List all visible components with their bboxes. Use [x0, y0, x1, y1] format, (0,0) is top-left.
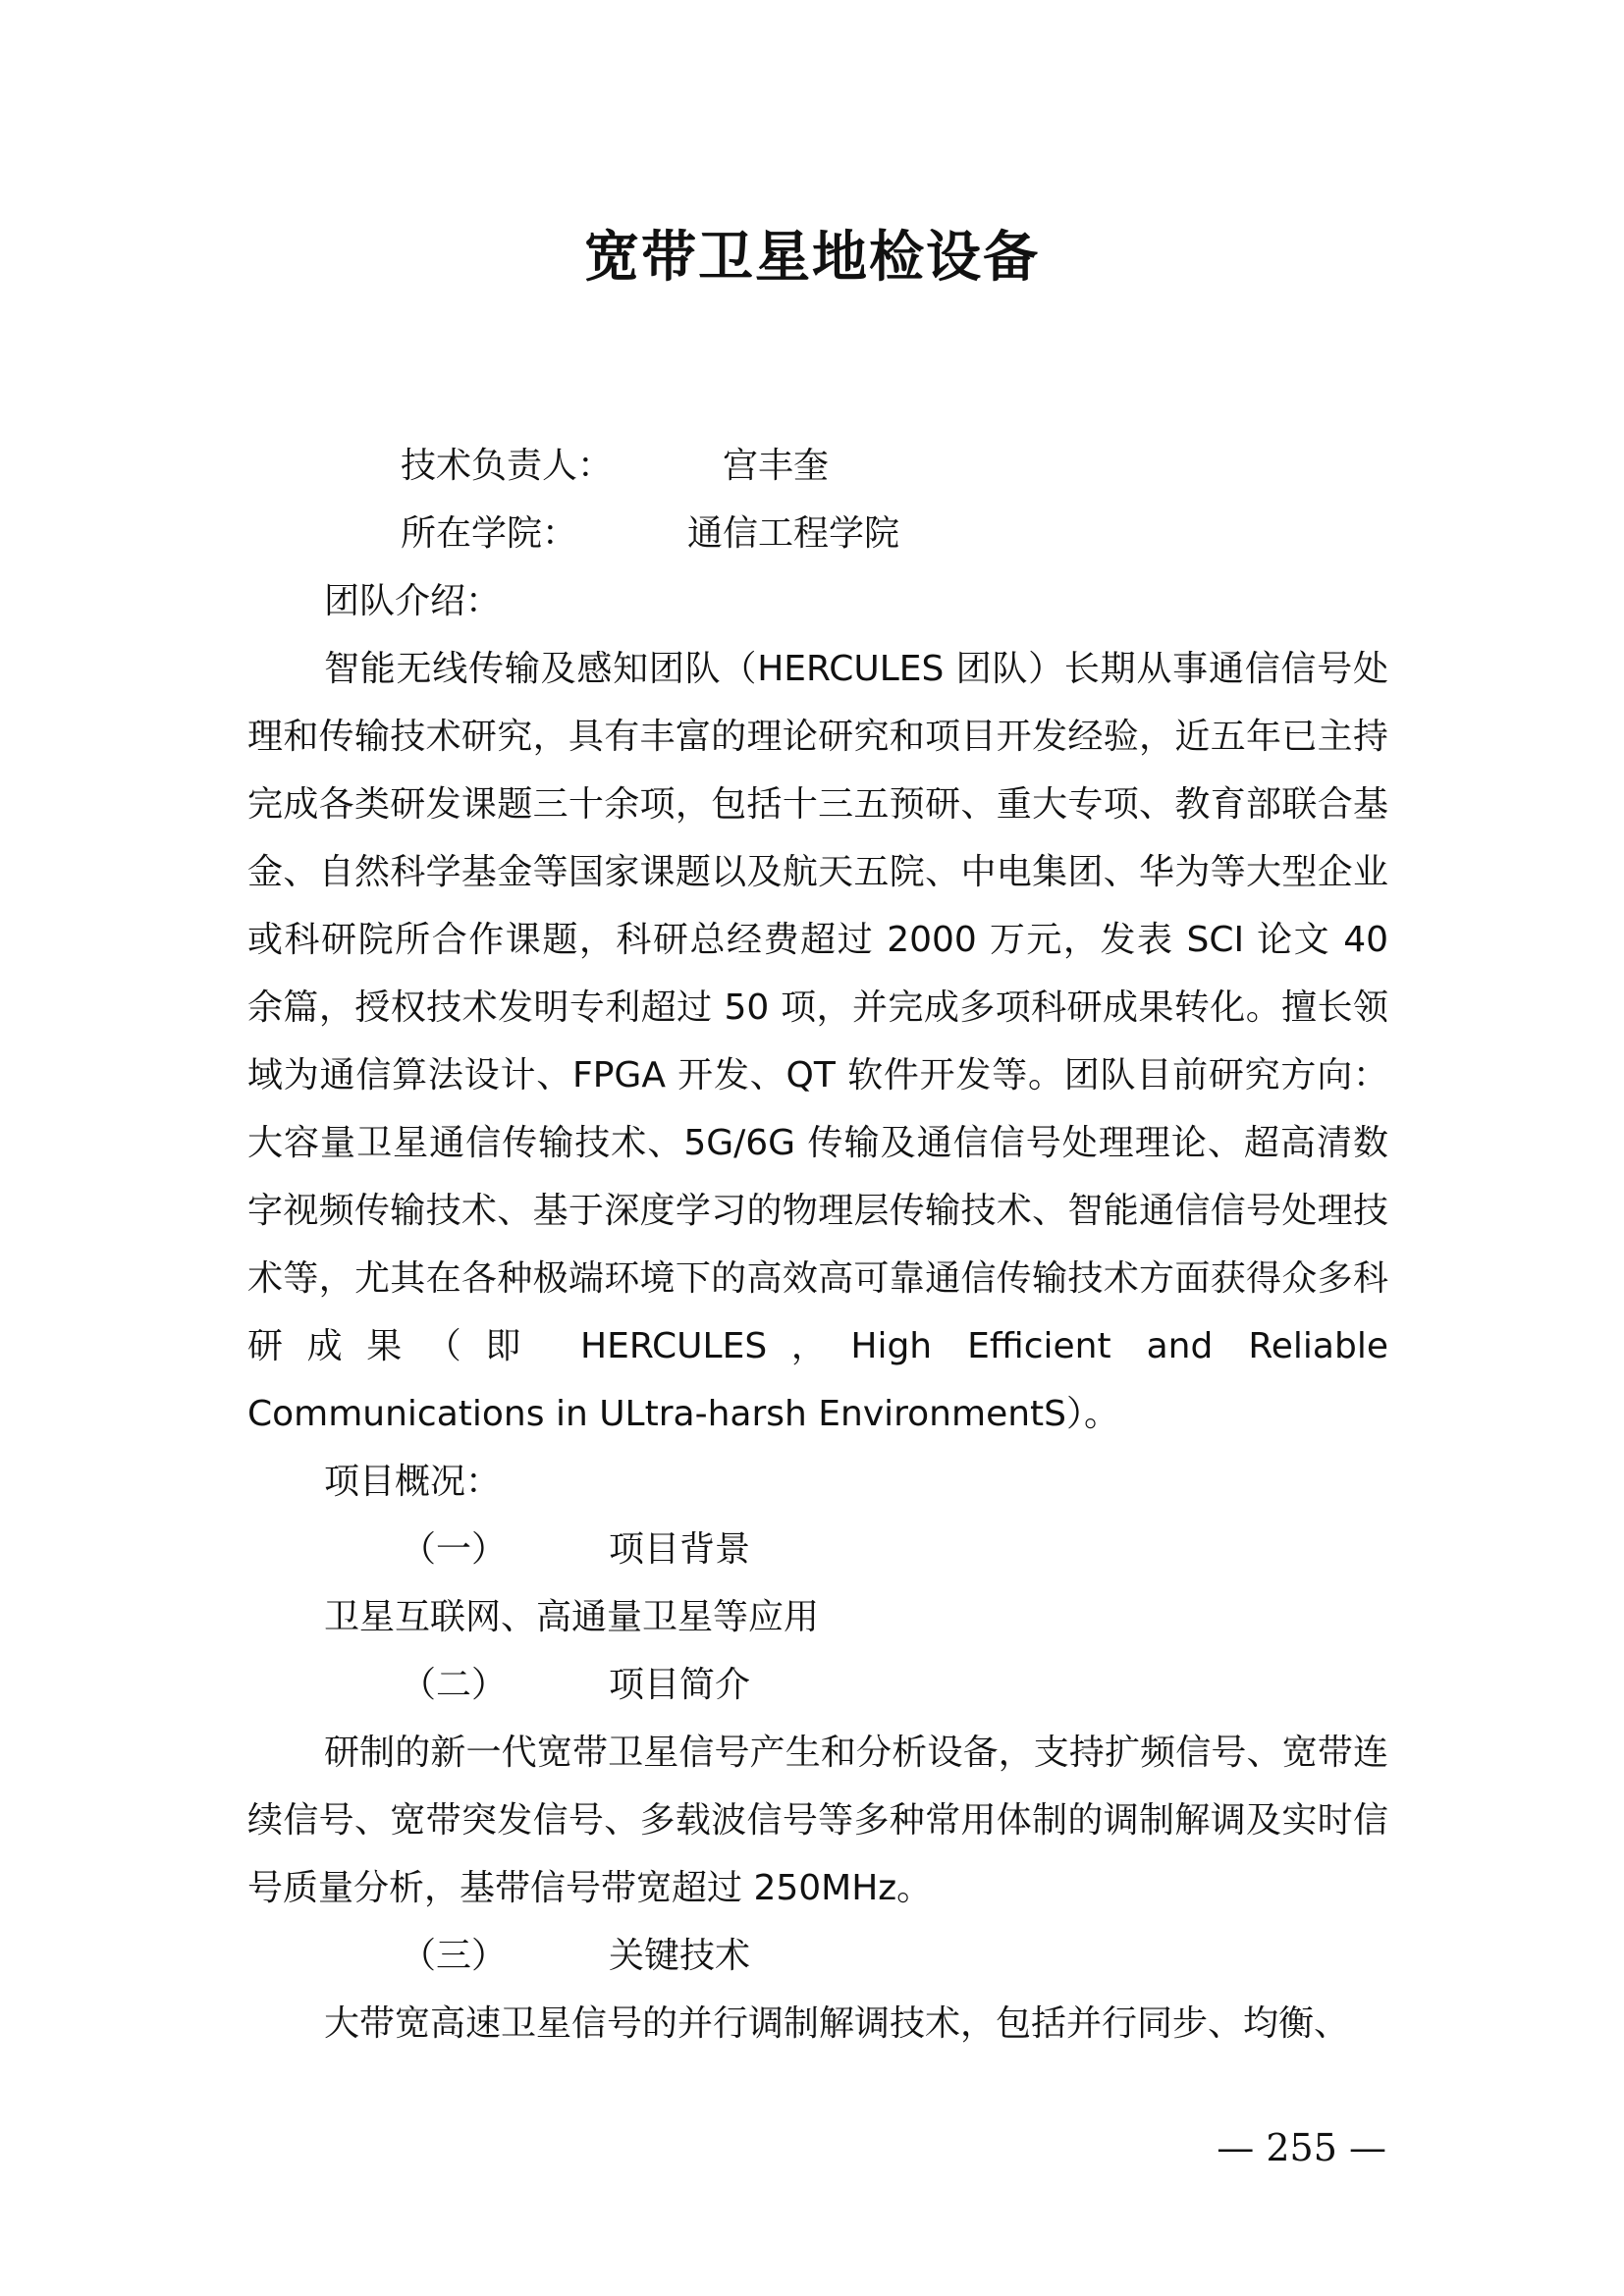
- section-heading-background: [247, 1516, 1388, 1583]
- document-body: [247, 432, 1388, 2057]
- tech-lead-line: [247, 432, 1388, 500]
- section-heading-introduction: [247, 1651, 1388, 1719]
- tech-lead-value: 宫丰奎: [723, 446, 830, 486]
- project-overview-label: 项目概况：: [324, 1462, 502, 1502]
- team-intro-paragraph: 智能无线传输及感知团队（HERCULES 团队）长期从事通信信号处理和传输技术研究，具有丰富的理论研究和项目开发经验，近五年已主持完成各类研发课题三十余项，包括十三五预研、重大专项、教育部联合基金、自然科学基金等国家课题以及航天五院、中电集团、华为等大型企业或科研院所合作课题，科研总经费超过 2000 万元，发表 SCI 论文 40 余篇，授权技术发明专利超过 50 项，并完成多项科研成果转化。擅长领域为通信算法设计、FPGA 开发、QT 软件开发等。团队目前研究方向：大容量卫星通信传输技术、5G/6G 传输及通信信号处理理论、超高清数字视频传输技术、基于深度学习的物理层传输技术、智能通信信号处理技术等，尤其在各种极端环境下的高效高可靠通信传输技术方面获得众多科研成果（即 HERCULES，High Efficient and Reliable Communications in ULtra-harsh EnvironmentS）。: [247, 649, 1388, 1434]
- document-title: 宽带卫星地检设备: [584, 225, 1040, 290]
- section-body-key-technology: 大带宽高速卫星信号的并行调制解调技术，包括并行同步、均衡、: [324, 2003, 1350, 2044]
- section-heading-key-technology: [247, 1922, 1388, 1990]
- college-value: 通信工程学院: [687, 513, 900, 554]
- section-title: 项目简介: [609, 1665, 751, 1705]
- team-intro-label: 团队介绍：: [324, 581, 502, 621]
- section-title: 项目背景: [609, 1529, 751, 1570]
- page-number: — 255 —: [1217, 2126, 1386, 2169]
- section-number: （三）: [401, 1936, 508, 1976]
- tech-lead-label: 技术负责人：: [401, 446, 614, 486]
- section-number: （一）: [401, 1529, 508, 1570]
- section-title: 关键技术: [609, 1936, 751, 1976]
- section-body-background: 卫星互联网、高通量卫星等应用: [324, 1597, 820, 1637]
- section-body-introduction: 研制的新一代宽带卫星信号产生和分析设备，支持扩频信号、宽带连续信号、宽带突发信号、多载波信号等多种常用体制的调制解调及实时信号质量分析，基带信号带宽超过 250MHz。: [247, 1733, 1388, 1908]
- college-label: 所在学院：: [401, 513, 578, 554]
- college-line: [247, 500, 1388, 567]
- section-number: （二）: [401, 1665, 508, 1705]
